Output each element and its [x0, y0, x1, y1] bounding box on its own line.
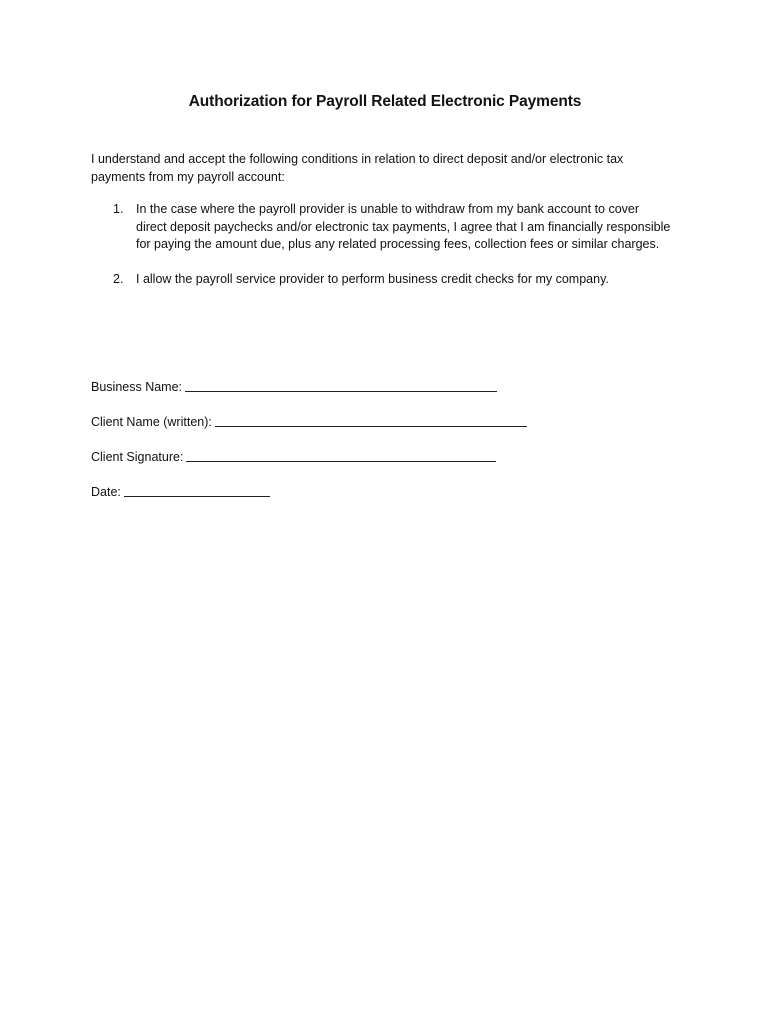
condition-item — [91, 271, 671, 289]
client-signature-label: Client Signature: — [91, 450, 184, 464]
date-field[interactable] — [124, 483, 270, 497]
form-fields — [91, 376, 691, 499]
client-name-label: Client Name (written): — [91, 415, 212, 429]
date-row — [91, 481, 691, 499]
condition-item — [91, 201, 671, 254]
business-name-row — [91, 376, 691, 394]
condition-text: In the case where the payroll provider is unable to withdraw from my bank account to cover direct deposit paychecks and/or electronic tax payments, I agree that I am financially responsible for paying the amount due, plus any related processing fees, collection fees or similar charges. — [136, 202, 671, 251]
conditions-list — [91, 201, 671, 288]
date-label: Date: — [91, 485, 121, 499]
client-name-row — [91, 411, 691, 429]
business-name-label: Business Name: — [91, 380, 183, 394]
client-signature-row — [91, 446, 691, 464]
client-signature-field[interactable] — [186, 448, 496, 462]
intro-paragraph: I understand and accept the following conditions in relation to direct deposit and/or electronic tax payments from my payroll account: — [91, 152, 624, 184]
condition-number: 2. — [113, 271, 124, 286]
client-name-field[interactable] — [215, 413, 527, 427]
condition-text: I allow the payroll service provider to perform business credit checks for my company. — [136, 271, 609, 286]
business-name-field[interactable] — [185, 378, 497, 392]
condition-number: 1. — [113, 202, 124, 216]
document-title: Authorization for Payroll Related Electronic Payments — [188, 93, 582, 110]
